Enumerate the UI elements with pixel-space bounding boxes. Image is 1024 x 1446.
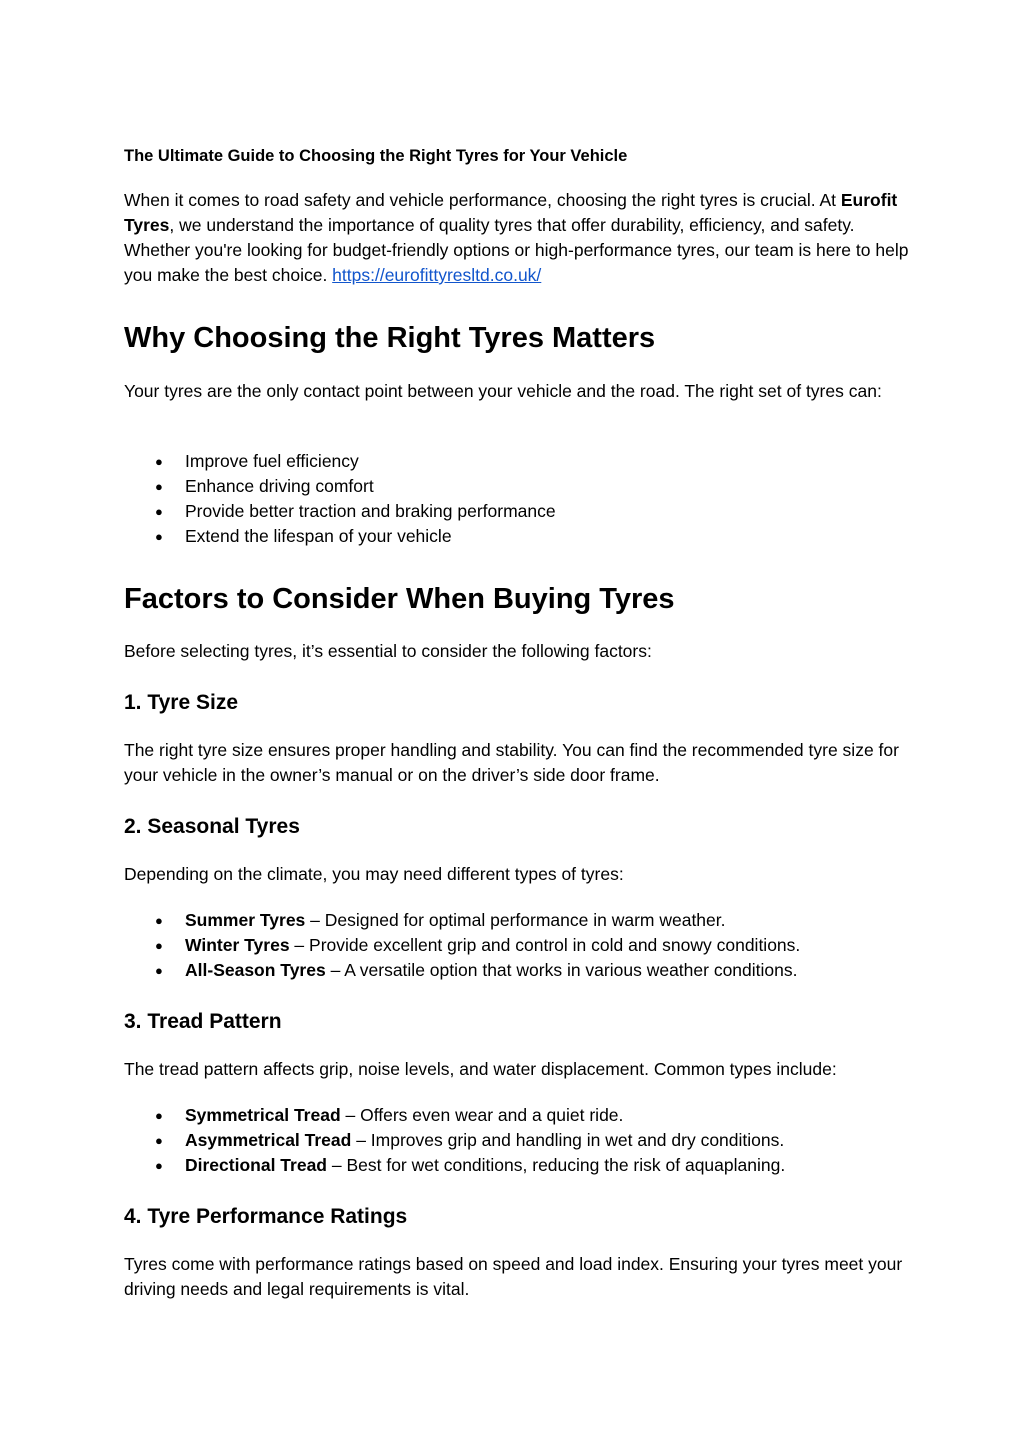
list-item: ● Directional Tread – Best for wet conditions, reducing the risk of aquaplaning. <box>124 1153 914 1178</box>
intro-text-start: When it comes to road safety and vehicle performance, choosing the right tyres is crucial. At <box>124 190 841 210</box>
section1-heading-block <box>124 321 914 355</box>
sub1-text: The right tyre size ensures proper handling and stability. You can find the recommended tyre size for your vehicle in the owner’s manual or on the driver’s side door frame. <box>124 740 899 785</box>
list-item: ● Improve fuel efficiency <box>124 449 914 474</box>
sub1-text-block <box>124 738 914 788</box>
list-item: ● Extend the lifespan of your vehicle <box>124 524 914 549</box>
sub2-heading: 2. Seasonal Tyres <box>124 815 300 838</box>
section2-text-block <box>124 639 914 664</box>
section1-text: Your tyres are the only contact point between your vehicle and the road. The right set of tyres can: <box>124 381 882 401</box>
section1-heading: Why Choosing the Right Tyres Matters <box>124 322 656 354</box>
sub4-heading: 4. Tyre Performance Ratings <box>124 1205 408 1228</box>
sub4-text-block <box>124 1252 914 1302</box>
sub2-text: Depending on the climate, you may need different types of tyres: <box>124 864 624 884</box>
bullet-icon: ● <box>155 1108 163 1123</box>
bullet-icon: ● <box>155 529 163 544</box>
section1-text-block <box>124 379 914 404</box>
list-item: ● Symmetrical Tread – Offers even wear and a quiet ride. <box>124 1103 914 1128</box>
sub3-list-block <box>124 1103 914 1178</box>
sub4-text: Tyres come with performance ratings based on speed and load index. Ensuring your tyres meet your driving needs and legal requirements is vital. <box>124 1254 903 1299</box>
sub3-text: The tread pattern affects grip, noise levels, and water displacement. Common types include: <box>124 1059 837 1079</box>
sub2-list-block <box>124 908 914 983</box>
website-link[interactable]: https://eurofittyresltd.co.uk/ <box>332 265 542 285</box>
sub3-heading: 3. Tread Pattern <box>124 1010 282 1033</box>
brand-name: Eurofit Tyres <box>124 190 898 235</box>
doc-title-block <box>124 145 914 167</box>
sub2-heading-block <box>124 814 914 840</box>
intro-text-end: , we understand the importance of quality tyres that offer durability, efficiency, and safety. Whether you're looking for budget-friendly options or high-performance tyres, our team is here to help you make the best choice. <box>124 215 909 285</box>
section2-heading: Factors to Consider When Buying Tyres <box>124 583 675 615</box>
bullet-icon: ● <box>155 454 163 469</box>
list-item: ● Winter Tyres – Provide excellent grip and control in cold and snowy conditions. <box>124 933 914 958</box>
list-item: ● Summer Tyres – Designed for optimal performance in warm weather. <box>124 908 914 933</box>
sub4-heading-block <box>124 1204 914 1230</box>
section2-heading-block <box>124 582 914 616</box>
bullet-icon: ● <box>155 1133 163 1148</box>
bullet-icon: ● <box>155 963 163 978</box>
benefits-list <box>124 449 914 549</box>
bullet-icon: ● <box>155 1158 163 1173</box>
bullet-icon: ● <box>155 938 163 953</box>
bullet-icon: ● <box>155 913 163 928</box>
section1-list-block <box>124 449 914 549</box>
sub3-heading-block <box>124 1009 914 1035</box>
sub3-text-block <box>124 1057 914 1082</box>
tread-pattern-list <box>124 1103 914 1178</box>
sub2-text-block <box>124 862 914 887</box>
section2-text: Before selecting tyres, it’s essential to consider the following factors: <box>124 641 652 661</box>
list-item: ● Asymmetrical Tread – Improves grip and handling in wet and dry conditions. <box>124 1128 914 1153</box>
sub1-heading: 1. Tyre Size <box>124 691 239 714</box>
sub1-heading-block <box>124 690 914 716</box>
bullet-icon: ● <box>155 479 163 494</box>
list-item: ● Enhance driving comfort <box>124 474 914 499</box>
seasonal-tyres-list <box>124 908 914 983</box>
intro-paragraph <box>124 188 914 288</box>
list-item: ● All-Season Tyres – A versatile option that works in various weather conditions. <box>124 958 914 983</box>
doc-title: The Ultimate Guide to Choosing the Right Tyres for Your Vehicle <box>124 147 628 165</box>
list-item: ● Provide better traction and braking performance <box>124 499 914 524</box>
bullet-icon: ● <box>155 504 163 519</box>
intro-paragraph-block <box>124 188 914 288</box>
